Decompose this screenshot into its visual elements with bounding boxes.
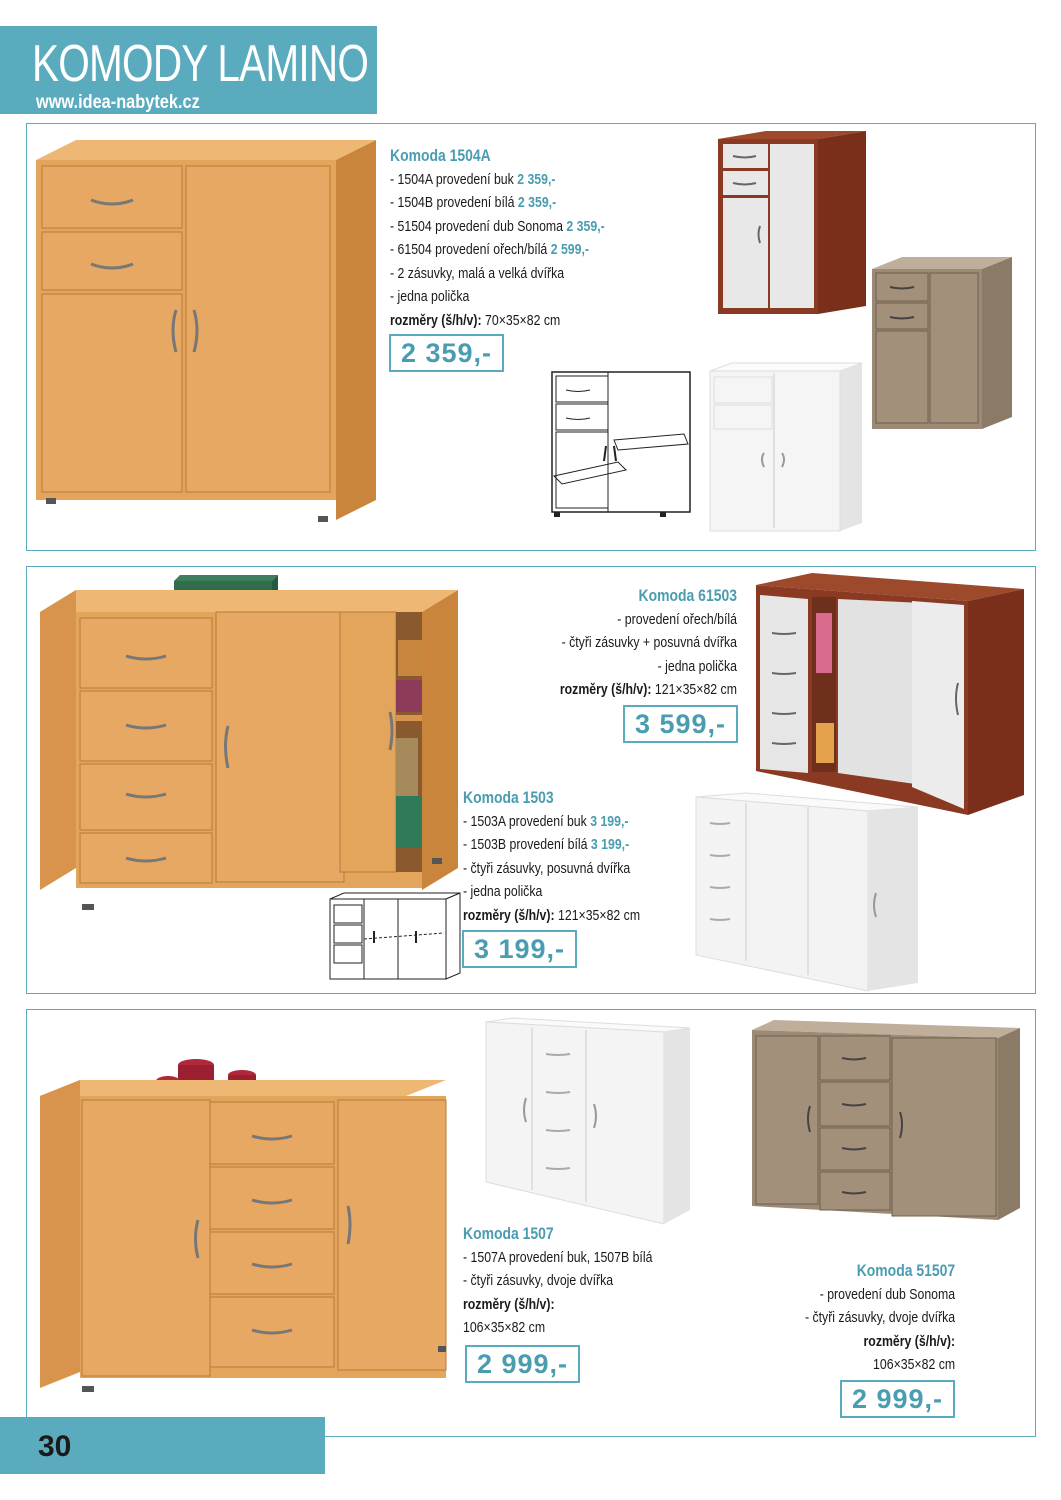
komoda-1507b-white-image <box>482 1018 694 1226</box>
komoda-51507-sonoma-image <box>750 1020 1022 1227</box>
variant-line: - 51504 provedení dub Sonoma 2 359,- <box>390 217 605 235</box>
feature-line: - 1507A provedení buk, 1507B bílá <box>463 1248 653 1266</box>
feature-line: - 2 zásuvky, malá a velká dvířka <box>390 264 565 282</box>
product-51507-title: Komoda 51507 <box>856 1261 955 1280</box>
price-box-1504a: 2 359,- <box>389 334 504 372</box>
price-box-1507: 2 999,- <box>465 1345 580 1383</box>
product-1507-title: Komoda 1507 <box>463 1224 554 1243</box>
product-61503-info <box>560 584 737 702</box>
product-1507-info <box>463 1222 652 1340</box>
feature-line: - čtyři zásuvky, dvoje dvířka <box>804 1309 955 1326</box>
komoda-61504-walnut-image <box>718 131 868 316</box>
page-number: 30 <box>38 1430 72 1463</box>
variant-line: - 1503B provedení bílá 3 199,- <box>463 836 630 853</box>
product-51507-info <box>805 1259 955 1377</box>
feature-line: - čtyři zásuvky, posuvná dvířka <box>463 859 631 877</box>
komoda-1504a-beech-image <box>36 140 381 525</box>
feature-line: - jedna polička <box>657 657 737 675</box>
komoda-1504b-white-image <box>710 363 865 538</box>
komoda-1503a-beech-image <box>40 590 460 915</box>
feature-line: - jedna polička <box>463 883 543 900</box>
product-1503-info <box>463 786 640 927</box>
dimensions-value: 106×35×82 cm <box>463 1319 546 1336</box>
dimensions-label: rozměry (š/h/v): <box>463 1295 555 1313</box>
variant-line: - 61504 provedení ořech/bílá 2 599,- <box>390 241 589 258</box>
komoda-1503-line-drawing <box>328 893 463 985</box>
product-61503-title: Komoda 61503 <box>638 586 737 605</box>
feature-line: - čtyři zásuvky + posuvná dvířka <box>561 634 737 651</box>
product-1504a-title: Komoda 1504A <box>390 146 491 165</box>
feature-line: - jedna polička <box>390 288 470 305</box>
price-box-61503: 3 599,- <box>623 705 738 743</box>
feature-line: - čtyři zásuvky, dvoje dvířka <box>463 1272 614 1289</box>
komoda-1507a-beech-image <box>40 1080 450 1400</box>
feature-line: - provedení ořech/bílá <box>617 610 737 628</box>
feature-line: - provedení dub Sonoma <box>819 1285 955 1303</box>
website-url[interactable]: www.idea-nabytek.cz <box>36 92 200 113</box>
komoda-1504a-line-drawing <box>548 366 693 526</box>
komoda-51504-sonoma-image <box>872 257 1017 432</box>
dimensions: rozměry (š/h/v): 70×35×82 cm <box>390 311 561 329</box>
price-box-51507: 2 999,- <box>840 1380 955 1418</box>
product-1503-title: Komoda 1503 <box>463 788 554 807</box>
dimensions-label: rozměry (š/h/v): <box>863 1332 955 1350</box>
product-1504a-info <box>390 144 605 332</box>
dimensions-value: 106×35×82 cm <box>872 1356 955 1373</box>
komoda-61503-walnut-image <box>752 573 1027 818</box>
dimensions: rozměry (š/h/v): 121×35×82 cm <box>559 681 737 698</box>
variant-line: - 1504A provedení buk 2 359,- <box>390 170 556 188</box>
komoda-1503b-white-image <box>696 793 921 995</box>
variant-line: - 1504B provedení bílá 2 359,- <box>390 194 557 211</box>
page-title: KOMODY LAMINO <box>32 35 369 93</box>
variant-line: - 1503A provedení buk 3 199,- <box>463 812 629 830</box>
price-box-1503: 3 199,- <box>462 930 577 968</box>
footer-divider <box>325 1436 1036 1437</box>
dimensions: rozměry (š/h/v): 121×35×82 cm <box>463 906 641 924</box>
